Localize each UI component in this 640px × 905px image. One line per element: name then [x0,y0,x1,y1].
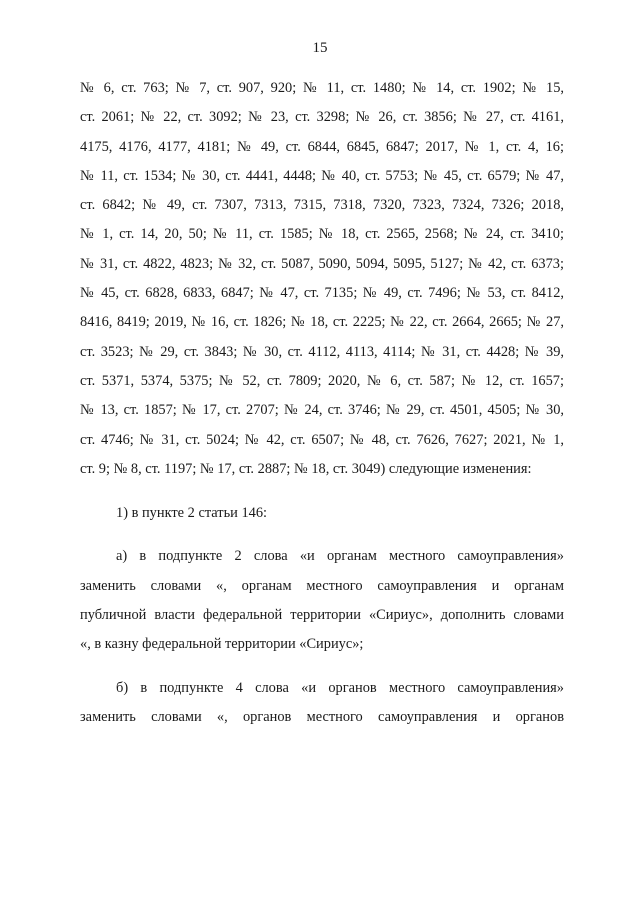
item-1 [80,499,564,528]
text-line: ст. 4746; № 31, ст. 5024; № 42, ст. 6507; № 48, ст. 7626, 7627; 2021, № 1, [80,431,564,448]
page-number: 15 [312,40,328,56]
text-line: а) в подпункте 2 слова «и органам местного самоуправления» [116,548,564,565]
text-line: публичной власти федеральной территории «Сириус», дополнить словами [80,607,564,624]
item-1a [80,542,564,659]
paragraph-citations [80,74,564,484]
text-line: ст. 3523; № 29, ст. 3843; № 30, ст. 4112, 4113, 4114; № 31, ст. 4428; № 39, [80,343,564,360]
text-line: № 11, ст. 1534; № 30, ст. 4441, 4448; № 40, ст. 5753; № 45, ст. 6579; № 47, [80,167,564,184]
text-line: ст. 2061; № 22, ст. 3092; № 23, ст. 3298; № 26, ст. 3856; № 27, ст. 4161, [80,109,564,126]
text-line: № 45, ст. 6828, 6833, 6847; № 47, ст. 7135; № 49, ст. 7496; № 53, ст. 8412, [80,285,564,302]
text-line: ст. 9; № 8, ст. 1197; № 17, ст. 2887; № 18, ст. 3049) следующие изменения: [80,460,532,477]
item-heading: 1) в пункте 2 статьи 146: [116,504,268,521]
item-1b [80,674,564,733]
text-line: № 31, ст. 4822, 4823; № 32, ст. 5087, 5090, 5094, 5095, 5127; № 42, ст. 6373; [80,255,564,272]
paragraph-gap [80,484,564,499]
text-line: № 6, ст. 763; № 7, ст. 907, 920; № 11, ст. 1480; № 14, ст. 1902; № 15, [80,80,564,96]
text-line: 4175, 4176, 4177, 4181; № 49, ст. 6844, 6845, 6847; 2017, № 1, ст. 4, 16; [80,138,564,155]
text-line: ст. 5371, 5374, 5375; № 52, ст. 7809; 2020, № 6, ст. 587; № 12, ст. 1657; [80,372,564,389]
text-line: «, в казну федеральной территории «Сириус»; [80,636,364,653]
text-line: заменить словами «, органам местного самоуправления и органам [80,577,564,594]
text-line: № 13, ст. 1857; № 17, ст. 2707; № 24, ст. 3746; № 29, ст. 4501, 4505; № 30, [80,402,564,419]
paragraph-gap [80,660,564,675]
text-line: б) в подпункте 4 слова «и органов местного самоуправления» [116,680,564,697]
text-line: заменить словами «, органов местного самоуправления и органов [80,709,564,726]
document-body [80,74,564,733]
text-line: № 1, ст. 14, 20, 50; № 11, ст. 1585; № 18, ст. 2565, 2568; № 24, ст. 3410; [80,226,564,243]
paragraph-gap [80,528,564,543]
text-line: ст. 6842; № 49, ст. 7307, 7313, 7315, 7318, 7320, 7323, 7324, 7326; 2018, [80,197,564,214]
text-line: 8416, 8419; 2019, № 16, ст. 1826; № 18, ст. 2225; № 22, ст. 2664, 2665; № 27, [80,314,564,331]
